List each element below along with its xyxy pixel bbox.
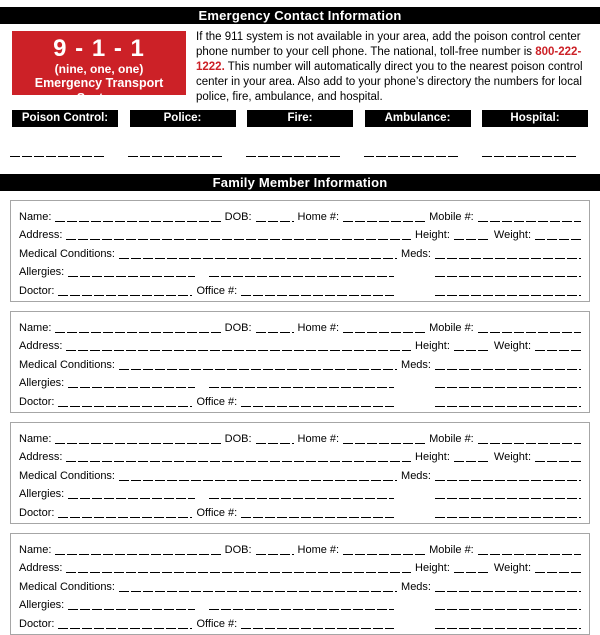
member-block-2 [10,311,590,413]
member-row-5 [19,612,581,631]
meds-blank-line [435,258,581,259]
mobile-phone-label: Mobile #: [429,210,474,223]
emergency-hero-section [12,31,592,105]
height-label: Height: [415,451,450,464]
allergies-blank-line [68,387,195,388]
name-label: Name: [19,543,52,556]
name-label: Name: [19,321,52,334]
member-block-4 [10,533,590,635]
address-blank-line [66,350,411,351]
contact-col-fire [246,156,352,157]
height-label: Height: [415,340,450,353]
member-row-1 [19,538,581,557]
ambulance-blank-line [364,156,460,157]
weight-label: Weight: [493,562,531,575]
meds-label: Meds: [401,469,431,482]
doctor-blank-line [58,628,192,629]
doctor-label: Doctor: [19,284,55,297]
contact-col-poison-control [10,156,116,157]
member-row-2 [19,446,581,465]
height-blank-line [454,572,490,573]
weight-blank-line [535,239,581,240]
contact-label-poison-control: Poison Control: [12,110,118,127]
allergies-label: Allergies: [19,488,65,501]
medical-conditions-label: Medical Conditions: [19,358,115,371]
office-phone-blank-line [241,295,394,296]
weight-blank-line [535,461,581,462]
doctor-blank-line [58,406,192,407]
dob-blank-line [256,554,294,555]
height-label: Height: [415,562,450,575]
allergies-label: Allergies: [19,266,65,279]
dob-label: DOB: [224,543,252,556]
emergency-number: 9 - 1 - 1 [53,35,145,62]
member-block-3 [10,422,590,524]
medical-conditions-label: Medical Conditions: [19,247,115,260]
dob-label: DOB: [224,432,252,445]
emergency-number-phonetic: (nine, one, one) [54,62,144,76]
meds-continuation-line-2 [435,628,581,629]
address-label: Address: [19,562,63,575]
meds-continuation-line [435,609,581,610]
name-blank-line [55,443,220,444]
meds-continuation-line [435,276,581,277]
allergies-blank-line [68,609,195,610]
address-blank-line [66,461,411,462]
member-row-3 [19,242,581,261]
allergies-blank-line-2 [209,387,394,388]
doctor-label: Doctor: [19,617,55,630]
mobile-phone-blank-line [478,554,581,555]
home-phone-label: Home #: [297,210,340,223]
911-emergency-box [12,31,186,105]
home-phone-blank-line [343,221,425,222]
office-phone-blank-line [241,628,394,629]
mobile-phone-label: Mobile #: [429,543,474,556]
address-blank-line [66,572,411,573]
member-row-3 [19,575,581,594]
contact-label-ambulance: Ambulance: [365,110,471,127]
member-row-1 [19,205,581,224]
home-phone-label: Home #: [297,321,340,334]
weight-label: Weight: [493,229,531,242]
dob-label: DOB: [224,210,252,223]
office-phone-label: Office #: [196,506,238,519]
poison-control-blank-line [10,156,106,157]
address-label: Address: [19,229,63,242]
member-row-3 [19,464,581,483]
height-blank-line [454,461,490,462]
poison-control-phone-number: 800-222-1222. [196,46,582,73]
allergies-label: Allergies: [19,599,65,612]
doctor-label: Doctor: [19,395,55,408]
doctor-blank-line [58,295,192,296]
member-row-5 [19,501,581,520]
member-row-4 [19,594,581,613]
home-phone-label: Home #: [297,543,340,556]
instructions-text-end: This number will automatically direct you to the nearest poison control center in your area. Also add to your phone’s directory the numbers for local police, fire, ambulance, and hospital. [196,61,583,103]
member-row-1 [19,427,581,446]
weight-blank-line [535,350,581,351]
mobile-phone-label: Mobile #: [429,432,474,445]
medical-conditions-label: Medical Conditions: [19,580,115,593]
allergies-blank-line-2 [209,609,394,610]
office-phone-blank-line [241,517,394,518]
mobile-phone-blank-line [478,443,581,444]
dob-blank-line [256,221,294,222]
meds-continuation-line [435,498,581,499]
medical-conditions-blank-line [119,591,397,592]
allergies-blank-line-2 [209,498,394,499]
allergies-blank-line [68,276,195,277]
member-row-4 [19,483,581,502]
height-blank-line [454,239,490,240]
contact-col-hospital [482,156,588,157]
name-label: Name: [19,210,52,223]
height-blank-line [454,350,490,351]
name-blank-line [55,221,220,222]
member-block-1 [10,200,590,302]
home-phone-blank-line [343,443,425,444]
office-phone-label: Office #: [196,395,238,408]
mobile-phone-blank-line [478,332,581,333]
member-row-2 [19,224,581,243]
member-row-3 [19,353,581,372]
doctor-blank-line [58,517,192,518]
allergies-label: Allergies: [19,377,65,390]
office-phone-label: Office #: [196,617,238,630]
mobile-phone-blank-line [478,221,581,222]
fire-blank-line [246,156,342,157]
dob-blank-line [256,443,294,444]
mobile-phone-label: Mobile #: [429,321,474,334]
meds-continuation-line [435,387,581,388]
dob-label: DOB: [224,321,252,334]
weight-label: Weight: [493,451,531,464]
page-title: Emergency Contact Information [0,7,600,24]
instructions-paragraph [196,30,592,105]
height-label: Height: [415,229,450,242]
medical-conditions-label: Medical Conditions: [19,469,115,482]
meds-blank-line [435,591,581,592]
hospital-blank-line [482,156,578,157]
name-blank-line [55,554,220,555]
meds-blank-line [435,480,581,481]
home-phone-label: Home #: [297,432,340,445]
member-row-4 [19,372,581,391]
name-label: Name: [19,432,52,445]
name-blank-line [55,332,220,333]
contact-col-ambulance [364,156,470,157]
weight-label: Weight: [493,340,531,353]
medical-conditions-blank-line [119,369,397,370]
member-row-1 [19,316,581,335]
address-label: Address: [19,340,63,353]
dob-blank-line [256,332,294,333]
contact-col-police [128,156,234,157]
address-label: Address: [19,451,63,464]
doctor-label: Doctor: [19,506,55,519]
medical-conditions-blank-line [119,258,397,259]
police-blank-line [128,156,224,157]
meds-label: Meds: [401,358,431,371]
contact-label-hospital: Hospital: [482,110,588,127]
family-section-title: Family Member Information [0,174,600,191]
member-row-2 [19,335,581,354]
home-phone-blank-line [343,554,425,555]
member-row-5 [19,279,581,298]
emergency-transport-label: Emergency Transport System [34,76,164,105]
emergency-contacts-blank-row [10,156,588,157]
allergies-blank-line-2 [209,276,394,277]
emergency-contacts-row [12,110,588,127]
office-phone-label: Office #: [196,284,238,297]
meds-label: Meds: [401,247,431,260]
contact-label-police: Police: [130,110,236,127]
member-row-2 [19,557,581,576]
instructions-text-start: If the 911 system is not available in your area, add the poison control center phone number to your cell phone. The national, toll-free number is [196,31,581,58]
meds-continuation-line-2 [435,295,581,296]
home-phone-blank-line [343,332,425,333]
address-blank-line [66,239,411,240]
weight-blank-line [535,572,581,573]
allergies-blank-line [68,498,195,499]
meds-blank-line [435,369,581,370]
meds-continuation-line-2 [435,406,581,407]
medical-conditions-blank-line [119,480,397,481]
meds-continuation-line-2 [435,517,581,518]
office-phone-blank-line [241,406,394,407]
contact-label-fire: Fire: [247,110,353,127]
member-row-5 [19,390,581,409]
meds-label: Meds: [401,580,431,593]
member-row-4 [19,261,581,280]
